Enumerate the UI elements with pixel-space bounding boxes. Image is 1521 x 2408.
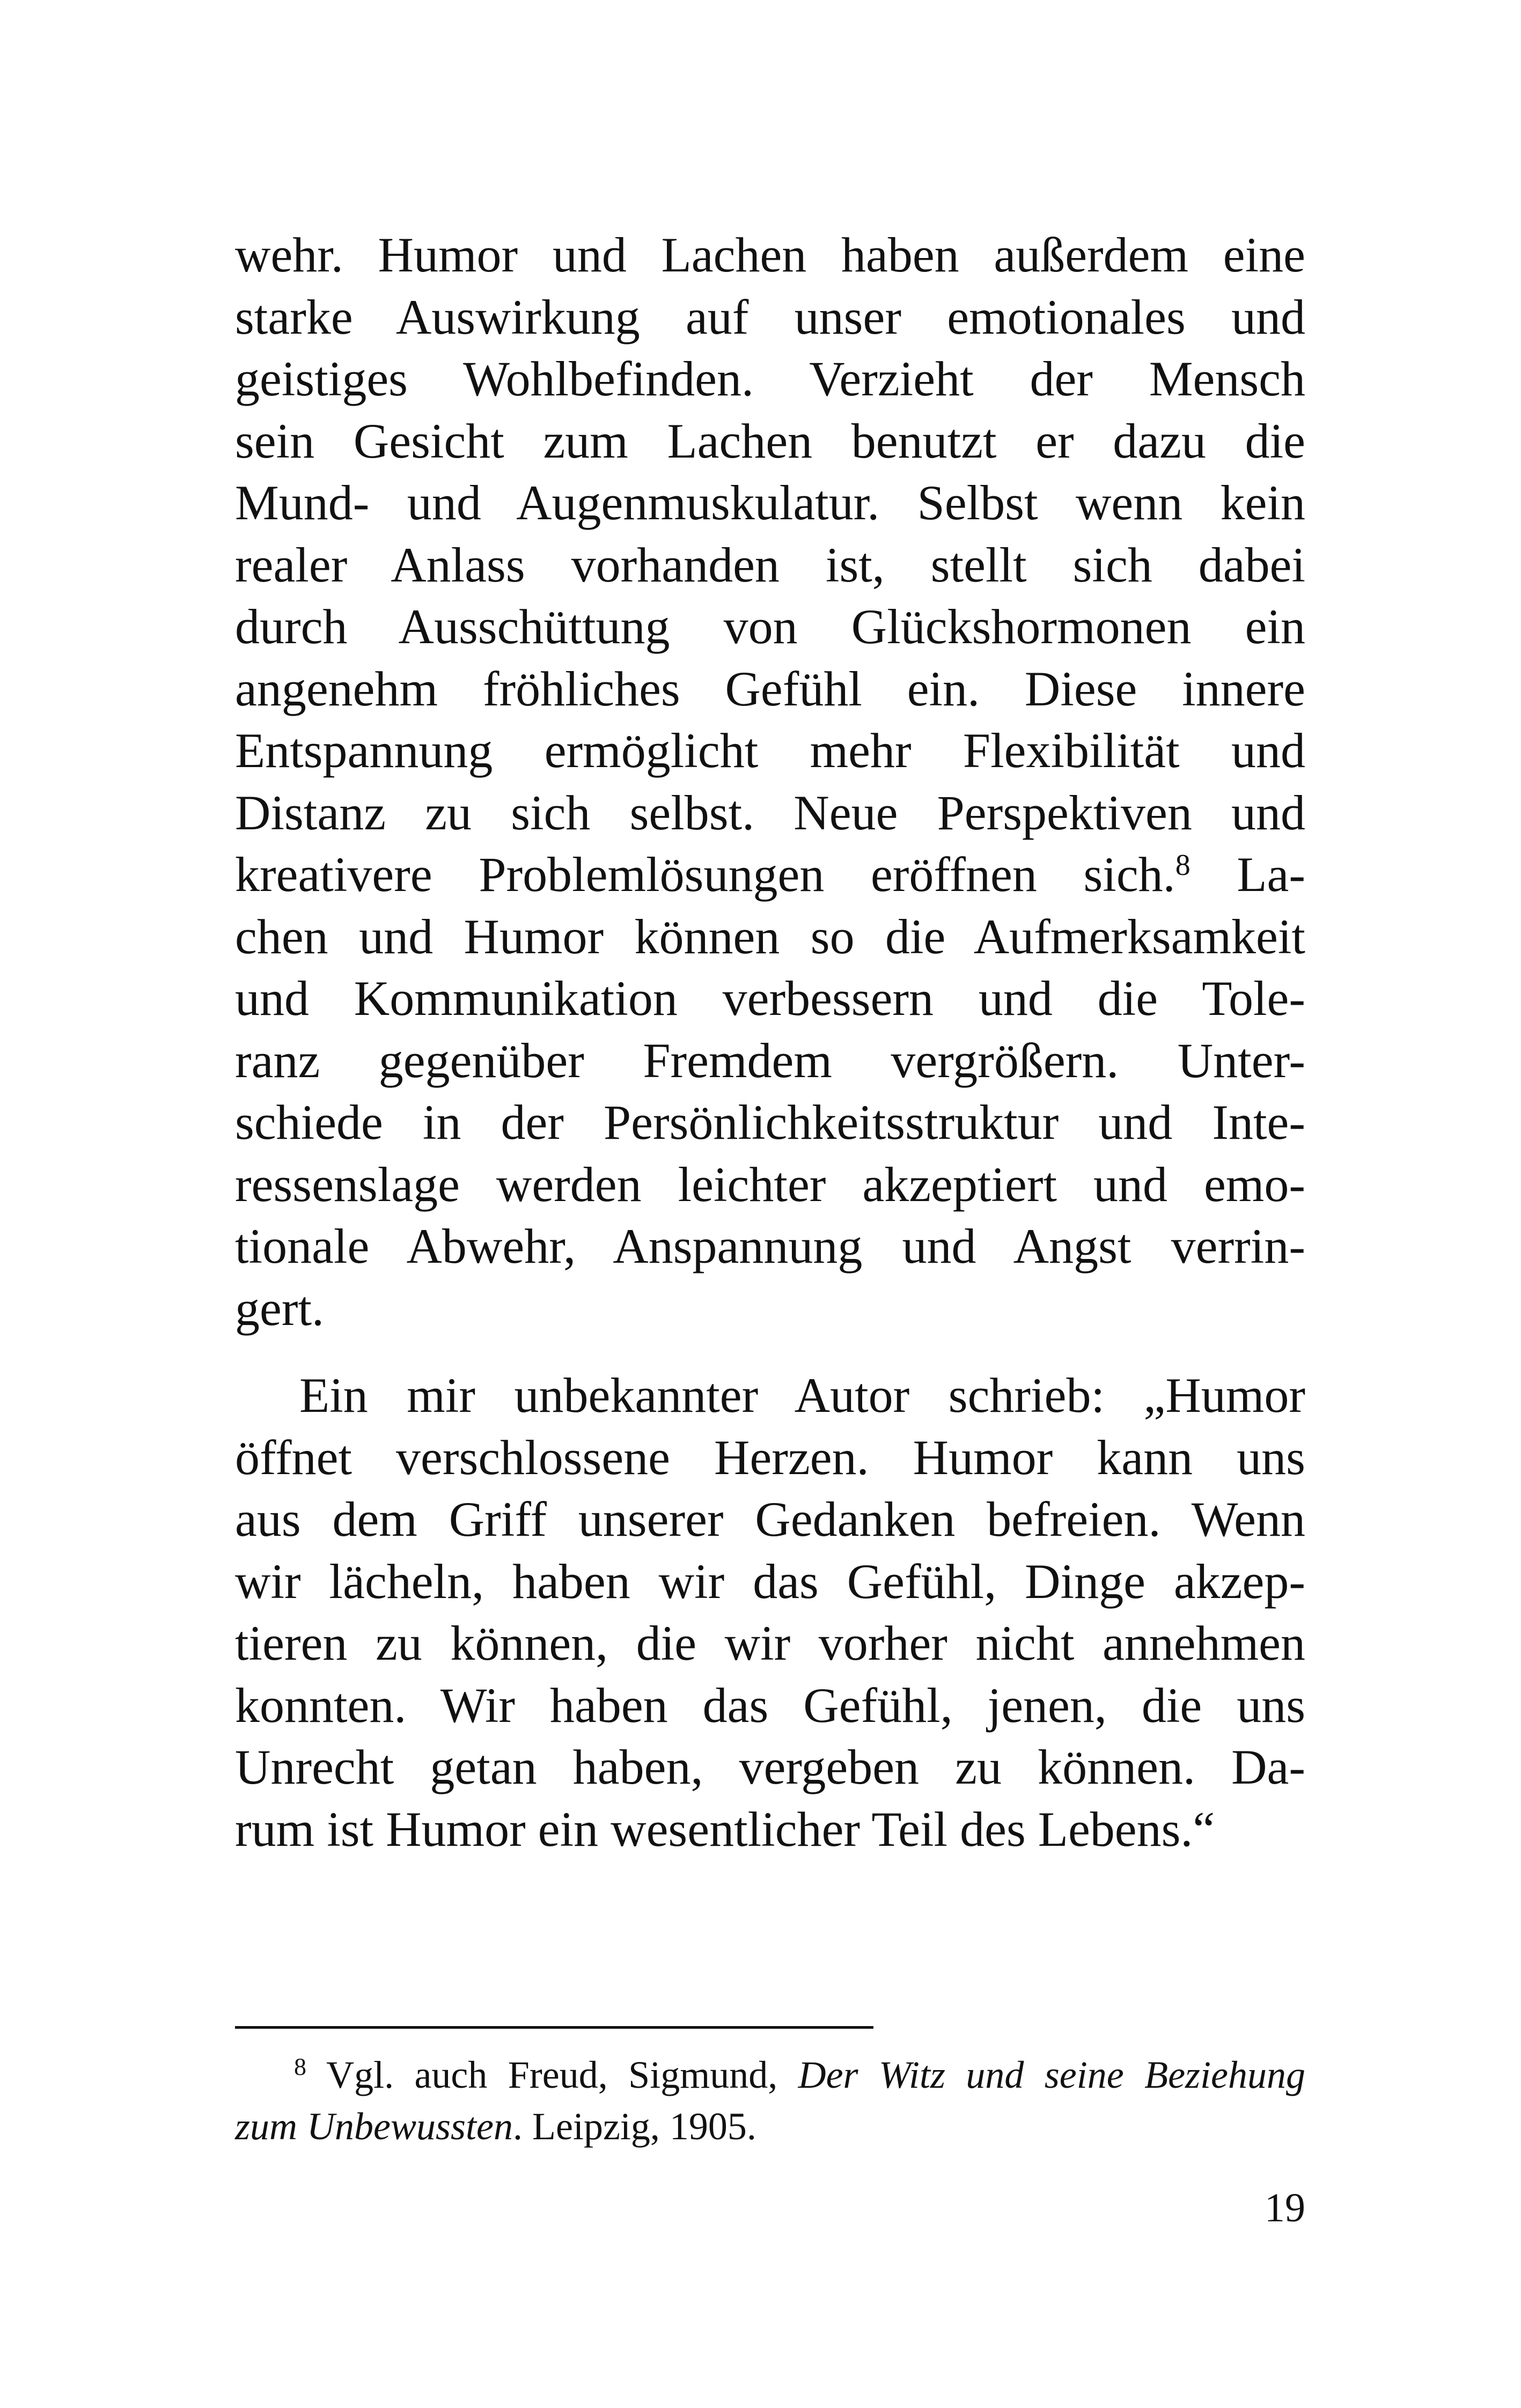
paragraph-line: tieren zu können, die wir vorher nicht annehmen xyxy=(235,1616,1305,1670)
paragraph-line: tionale Abwehr, Anspannung und Angst verrin- xyxy=(235,1219,1305,1273)
footnote-reference: 8 xyxy=(1175,849,1191,882)
footnote-number: 8 xyxy=(294,2053,306,2080)
paragraph-line: Unrecht getan haben, vergeben zu können. Da- xyxy=(235,1740,1305,1794)
paragraph-line: geistiges Wohlbefinden. Verzieht der Mensch xyxy=(235,351,1305,406)
paragraph-line: gert. xyxy=(235,1280,325,1336)
paragraph-line: Ein mir unbekannter Autor schrieb: „Humor xyxy=(299,1368,1305,1423)
paragraph-line: realer Anlass vorhanden ist, stellt sich dabei xyxy=(235,537,1305,592)
line-text: kreativere Problemlösungen eröffnen sich. xyxy=(235,847,1175,902)
paragraph-2 xyxy=(235,1365,1305,1860)
paragraph-line: wehr. Humor und Lachen haben außerdem eine xyxy=(235,227,1305,282)
paragraph-line: Distanz zu sich selbst. Neue Perspektiven und xyxy=(235,785,1305,840)
footnote xyxy=(235,2049,1305,2152)
footnote-line xyxy=(235,2049,1305,2101)
footnote-line xyxy=(235,2101,1305,2152)
page-number: 19 xyxy=(1265,2185,1305,2230)
footnote-text: . Leipzig, 1905. xyxy=(513,2105,756,2148)
paragraph-line: angenehm fröhliches Gefühl ein. Diese innere xyxy=(235,661,1305,716)
paragraph-line: Entspannung ermöglicht mehr Flexibilität und xyxy=(235,723,1305,778)
footnote-divider xyxy=(235,2026,873,2029)
paragraph-line: starke Auswirkung auf unser emotionales und xyxy=(235,289,1305,344)
paragraph-line: öffnet verschlossene Herzen. Humor kann uns xyxy=(235,1430,1305,1485)
paragraph-line: rum ist Humor ein wesentlicher Teil des Lebens.“ xyxy=(235,1801,1215,1857)
paragraph-line: sein Gesicht zum Lachen benutzt er dazu die xyxy=(235,413,1305,468)
paragraph-line: durch Ausschüttung von Glückshormonen ein xyxy=(235,599,1305,654)
paragraph-line: ressenslage werden leichter akzeptiert und emo- xyxy=(235,1157,1305,1212)
paragraph-line: chen und Humor können so die Aufmerksamkeit xyxy=(235,909,1305,964)
line-text: La- xyxy=(1190,847,1305,902)
footnote-title: zum Unbewussten xyxy=(235,2105,513,2148)
paragraph-line: Mund- und Augenmuskulatur. Selbst wenn kein xyxy=(235,475,1305,530)
paragraph-line: aus dem Griff unserer Gedanken befreien. Wenn xyxy=(235,1492,1305,1547)
footnote-title: Der Witz und seine Beziehung xyxy=(798,2053,1306,2096)
paragraph-line: ranz gegenüber Fremdem vergrößern. Unter- xyxy=(235,1033,1305,1088)
paragraph-line-with-footnote-ref xyxy=(235,844,1305,906)
footnote-text: Vgl. auch Freud, Sigmund, xyxy=(306,2053,798,2096)
paragraph-line: und Kommunikation verbessern und die Tole- xyxy=(235,971,1305,1026)
paragraph-line: schiede in der Persönlichkeitsstruktur und Inte- xyxy=(235,1095,1305,1150)
paragraph-line: wir lächeln, haben wir das Gefühl, Dinge akzep- xyxy=(235,1553,1305,1609)
paragraph-1 xyxy=(235,224,1305,1339)
paragraph-line: konnten. Wir haben das Gefühl, jenen, die uns xyxy=(235,1677,1305,1733)
